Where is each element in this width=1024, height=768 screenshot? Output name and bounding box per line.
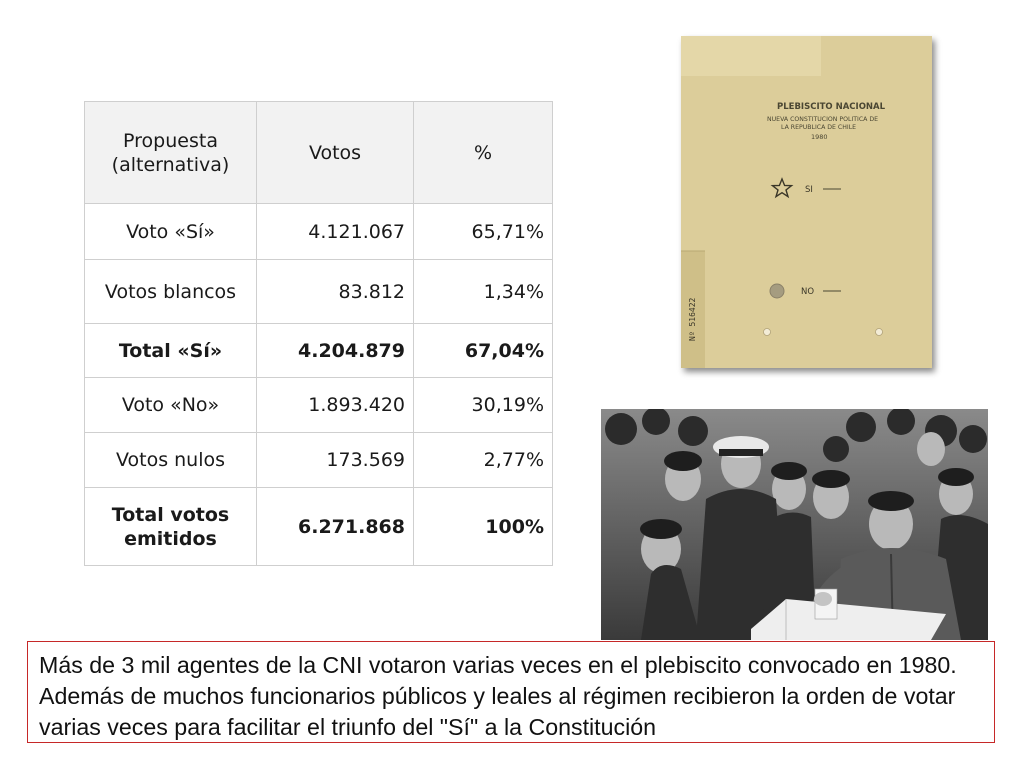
row-votes: 4.121.067 — [257, 204, 414, 260]
row-label: Votos blancos — [85, 260, 257, 324]
row-percent: 100% — [414, 488, 553, 566]
ballot-year: 1980 — [811, 133, 828, 141]
voting-photo-illustration — [601, 409, 988, 640]
caption-text: Más de 3 mil agentes de la CNI votaron varias veces en el plebiscito convocado en 1980. Además de muchos funcionarios públicos y leales al régimen recibieron la orden de votar varias veces para facilitar el triunfo del "Sí" a la Constitución — [39, 652, 957, 740]
row-label: Total votos emitidos — [85, 488, 257, 566]
table-row — [85, 204, 553, 260]
punch-hole-icon — [764, 329, 771, 336]
ballot-illustration — [681, 36, 932, 368]
table-row — [85, 324, 553, 378]
row-percent: 2,77% — [414, 433, 553, 488]
punch-hole-icon — [876, 329, 883, 336]
row-votes: 173.569 — [257, 433, 414, 488]
row-label: Total «Sí» — [85, 324, 257, 378]
ballot-subtitle-1: NUEVA CONSTITUCION POLITICA DE — [767, 116, 879, 123]
voting-photo — [601, 409, 988, 640]
row-percent: 67,04% — [414, 324, 553, 378]
ballot-paper — [681, 36, 932, 368]
ballot-flap — [681, 36, 821, 76]
ballot-image — [681, 36, 932, 368]
ballot-no-label: NO — [801, 287, 815, 297]
table-row — [85, 433, 553, 488]
table-row — [85, 378, 553, 433]
row-votes: 1.893.420 — [257, 378, 414, 433]
ballot-subtitle-2: LA REPUBLICA DE CHILE — [781, 124, 857, 131]
row-percent: 65,71% — [414, 204, 553, 260]
table-row — [85, 260, 553, 324]
ballot-si-label: SI — [805, 185, 813, 195]
header-percent: % — [414, 102, 553, 204]
results-table — [84, 101, 553, 566]
row-label: Voto «Sí» — [85, 204, 257, 260]
row-votes: 4.204.879 — [257, 324, 414, 378]
table-header-row — [85, 102, 553, 204]
row-label: Voto «No» — [85, 378, 257, 433]
ballot-title: PLEBISCITO NACIONAL — [777, 102, 886, 112]
row-votes: 6.271.868 — [257, 488, 414, 566]
caption-box — [27, 641, 995, 743]
header-proposal: Propuesta (alternativa) — [85, 102, 257, 204]
ballot-serial: Nº 516422 — [688, 297, 697, 341]
row-percent: 30,19% — [414, 378, 553, 433]
table-row — [85, 488, 553, 566]
row-votes: 83.812 — [257, 260, 414, 324]
row-label: Votos nulos — [85, 433, 257, 488]
header-votes: Votos — [257, 102, 414, 204]
row-percent: 1,34% — [414, 260, 553, 324]
circle-icon — [770, 284, 784, 298]
